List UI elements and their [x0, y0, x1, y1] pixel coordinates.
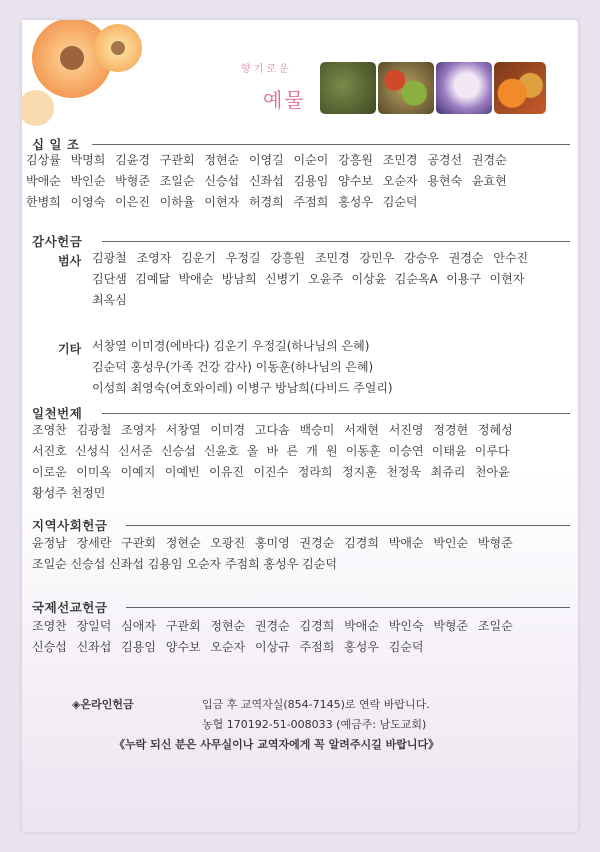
etc-label: 기타 — [58, 342, 82, 356]
ilcheon-row: 조영찬 김광철 조영자 서창열 이미경 고다솜 백승미 서재현 서진영 정경현 정혜성 — [32, 423, 513, 437]
tithe-row: 박애순 박인순 박형준 조일순 신승섭 신좌섭 김용임 양수보 오순자 용현숙 윤효현 — [26, 174, 507, 188]
etc-row: 서창열 이미경(에바다) 김운기 우정길(하나님의 은혜) — [92, 339, 370, 353]
thanks-title: 감사헌금 — [32, 234, 83, 249]
online-contact-line: 입금 후 교역자실(854-7145)로 연락 바랍니다. — [202, 698, 430, 711]
fruit-photo — [378, 62, 434, 114]
tithe-row: 한병희 이영숙 이은진 이하율 이현자 허경희 주점희 홍성우 김순덕 — [26, 195, 418, 209]
header-title: 예물 — [263, 88, 306, 112]
flower-image — [22, 20, 142, 130]
light-photo — [436, 62, 492, 114]
bulletin-page — [22, 20, 578, 832]
community-title: 지역사회헌금 — [32, 518, 108, 533]
thanks-rule — [102, 241, 570, 242]
ilcheon-row: 이로운 이미옥 이예지 이예빈 이유진 이진수 정라희 정지훈 천정욱 최쥬리 천아윤 — [32, 465, 510, 479]
tithe-list — [26, 150, 507, 213]
tithe-rule — [92, 144, 570, 145]
tithe-title: 십 일 조 — [32, 137, 80, 152]
etc-row: 김순덕 홍성우(가족 건강 감사) 이동훈(하나님의 은혜) — [92, 360, 374, 374]
bank-account-line: 농협 170192-51-008033 (예금주: 남도교회) — [202, 718, 427, 731]
ilcheon-rule — [102, 413, 570, 414]
beomsa-row: 김단샘 김예닮 박애순 방남희 신병기 오윤주 이상윤 김순옥A 이용구 이현자 — [92, 272, 525, 286]
ilcheon-title: 일천번제 — [32, 406, 83, 421]
beomsa-list — [92, 248, 528, 311]
beomsa-label: 범사 — [58, 254, 82, 268]
ilcheon-row: 서진호 신성식 신서준 신승섭 신윤호 올 바 른 개 원 이동훈 이승연 이태윤 이루다 — [32, 444, 510, 458]
beomsa-row: 최옥심 — [92, 293, 127, 307]
mission-rule — [126, 607, 570, 608]
pumpkin-photo — [494, 62, 546, 114]
online-offering-label: ◈온라인헌금 — [72, 698, 134, 711]
ilcheon-list — [32, 420, 513, 504]
header-subtitle: 향기로운 — [241, 64, 292, 75]
mission-list — [32, 616, 513, 658]
etc-row: 이성희 최영숙(여호와이레) 이병구 방남희(다비드 주얼리) — [92, 381, 393, 395]
ilcheon-row: 황성주 천정민 — [32, 486, 106, 500]
etc-list — [92, 336, 393, 399]
community-row: 조일순 신승섭 신좌섭 김용임 오순자 주점희 홍성우 김순덕 — [32, 557, 337, 571]
notice-line: 《누락 되신 분은 사무실이나 교역자에게 꼭 알려주시길 바랍니다》 — [114, 738, 440, 751]
tithe-row: 김상률 박명희 김윤경 구관회 정현순 이영길 이순이 강흥원 조민경 공경선 권경순 — [26, 153, 507, 167]
community-rule — [126, 525, 570, 526]
mission-row: 신승섭 신좌섭 김용임 양수보 오순자 이상규 주점희 홍성우 김순덕 — [32, 640, 424, 654]
grain-photo — [320, 62, 376, 114]
community-row: 윤정남 장세란 구관회 정현순 오광진 홍미영 권경순 김경희 박애순 박인순 박형준 — [32, 536, 513, 550]
beomsa-row: 김광철 조영자 김운기 우정길 강흥원 조민경 강민우 강승우 권경순 안수진 — [92, 251, 529, 265]
mission-title: 국제선교헌금 — [32, 600, 108, 615]
mission-row: 조영찬 장일덕 심애자 구관회 정현순 권경순 김경희 박애순 박인숙 박형준 조일순 — [32, 619, 513, 633]
community-list — [32, 533, 513, 575]
